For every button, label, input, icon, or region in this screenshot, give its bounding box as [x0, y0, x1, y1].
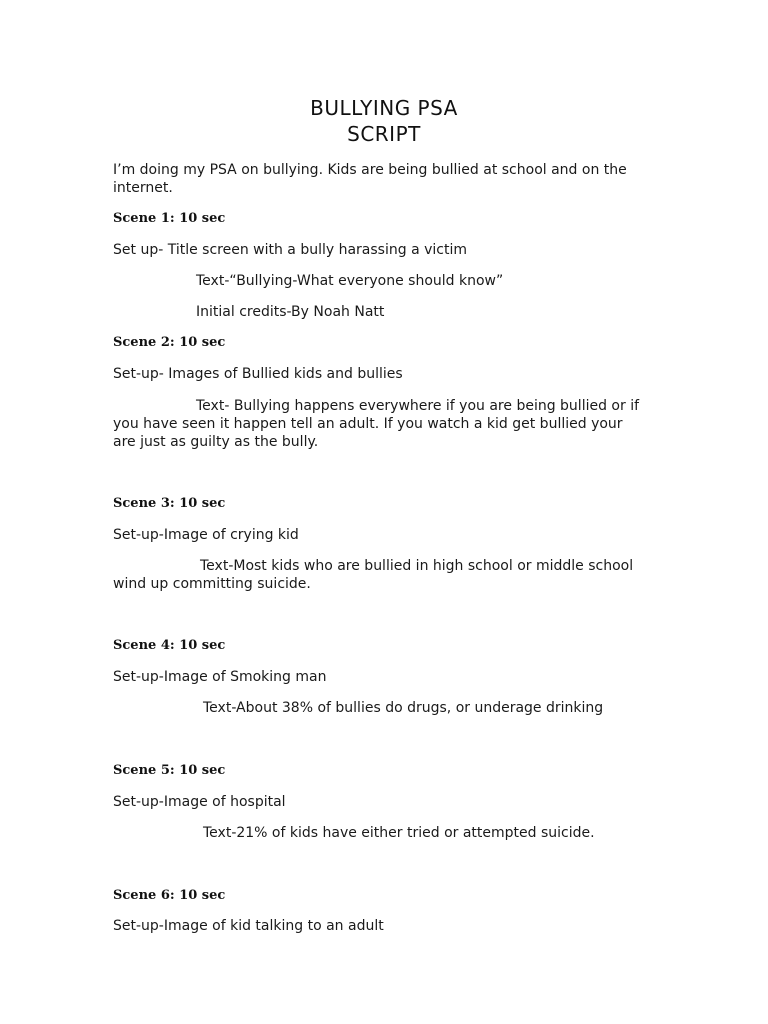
- scene-4-text: Text-About 38% of bullies do drugs, or underage drinking: [203, 700, 604, 716]
- scene-4-setup: Set-up-Image of Smoking man: [113, 669, 327, 685]
- scene-6-setup: Set-up-Image of kid talking to an adult: [113, 918, 384, 934]
- scene-2-heading: Scene 2: 10 sec: [113, 335, 226, 350]
- scene-6-heading: Scene 6: 10 sec: [113, 888, 226, 903]
- scene-1-credits: Initial credits-By Noah Natt: [196, 304, 385, 320]
- intro-paragraph: I’m doing my PSA on bullying. Kids are being bullied at school and on the internet.: [113, 162, 627, 196]
- scene-5-setup: Set-up-Image of hospital: [113, 794, 286, 810]
- scene-2-text: Text- Bullying happens everywhere if you are being bullied or if you have seen it happen tell an adult. If you watch a kid get bullied your are just as guilty as the bully.: [113, 398, 640, 450]
- scene-3-text: Text-Most kids who are bullied in high school or middle school wind up committing suicide.: [113, 558, 634, 592]
- scene-3-heading: Scene 3: 10 sec: [113, 496, 226, 511]
- scene-2-setup: Set-up- Images of Bullied kids and bullies: [113, 366, 403, 382]
- scene-4-heading: Scene 4: 10 sec: [113, 638, 226, 653]
- scene-3-setup: Set-up-Image of crying kid: [113, 527, 299, 543]
- scene-1-text: Text-“Bullying-What everyone should know”: [196, 273, 504, 289]
- scene-1-setup: Set up- Title screen with a bully harassing a victim: [113, 242, 467, 258]
- scene-5-text: Text-21% of kids have either tried or attempted suicide.: [203, 825, 595, 841]
- document-title: BULLYING PSA: [310, 96, 458, 120]
- scene-1-heading: Scene 1: 10 sec: [113, 211, 226, 226]
- document-subtitle: SCRIPT: [347, 122, 421, 146]
- scene-5-heading: Scene 5: 10 sec: [113, 763, 226, 778]
